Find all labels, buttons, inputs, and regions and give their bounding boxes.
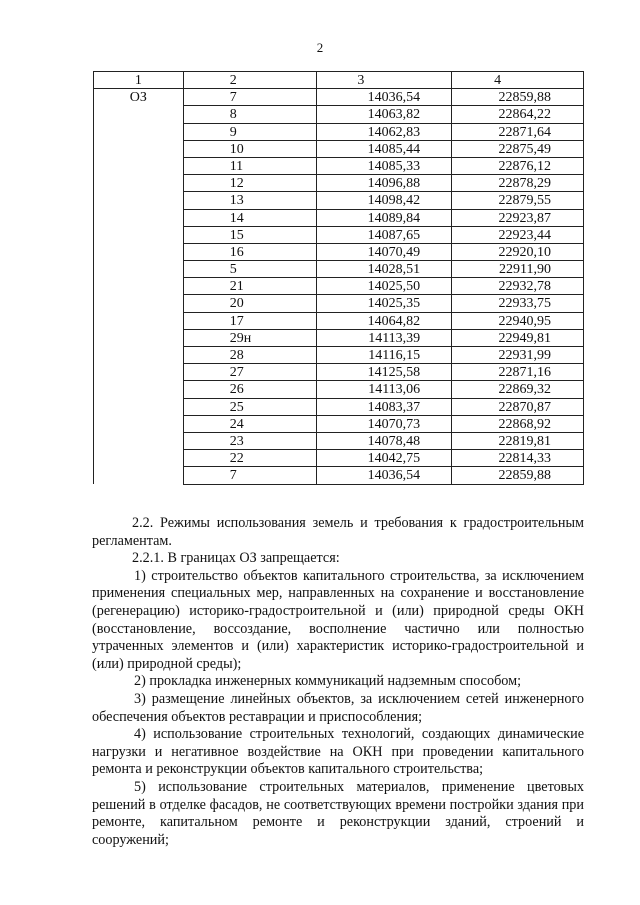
table-row: [94, 467, 584, 484]
point-number-cell: 10: [183, 140, 317, 157]
y-coordinate-cell: 22868,92: [452, 415, 584, 432]
point-number-cell: 23: [183, 432, 317, 449]
x-coordinate-cell: 14125,58: [317, 364, 452, 381]
table-row: [94, 157, 584, 174]
zone-cell: [94, 347, 184, 364]
y-coordinate-cell: 22859,88: [452, 467, 584, 484]
table-row: [94, 226, 584, 243]
x-coordinate-cell: 14085,44: [317, 140, 452, 157]
point-number-cell: 16: [183, 243, 317, 260]
x-coordinate-cell: 14085,33: [317, 157, 452, 174]
zone-cell: [94, 192, 184, 209]
y-coordinate-cell: 22949,81: [452, 329, 584, 346]
y-coordinate-cell: 22814,33: [452, 450, 584, 467]
y-coordinate-cell: 22878,29: [452, 175, 584, 192]
x-coordinate-cell: 14070,73: [317, 415, 452, 432]
zone-cell: [94, 106, 184, 123]
x-coordinate-cell: 14042,75: [317, 450, 452, 467]
table-row: [94, 140, 584, 157]
list-item-3: 3) размещение линейных объектов, за исключением сетей инженерного обеспечения объектов реставрации и приспособления;: [92, 690, 584, 725]
zone-cell: [94, 415, 184, 432]
table-row: [94, 175, 584, 192]
y-coordinate-cell: 22859,88: [452, 89, 584, 106]
zone-cell: [94, 295, 184, 312]
zone-cell: [94, 175, 184, 192]
y-coordinate-cell: 22923,44: [452, 226, 584, 243]
point-number-cell: 17: [183, 312, 317, 329]
table-row: [94, 243, 584, 260]
y-coordinate-cell: 22870,87: [452, 398, 584, 415]
point-number-cell: 29н: [183, 329, 317, 346]
x-coordinate-cell: 14116,15: [317, 347, 452, 364]
header-cell: 1: [94, 72, 184, 89]
zone-cell: [94, 209, 184, 226]
zone-cell: [94, 329, 184, 346]
table-row: [94, 415, 584, 432]
y-coordinate-cell: 22875,49: [452, 140, 584, 157]
list-item-2: 2) прокладка инженерных коммуникаций надземным способом;: [134, 673, 522, 690]
x-coordinate-cell: 14113,39: [317, 329, 452, 346]
zone-cell: [94, 450, 184, 467]
y-coordinate-cell: 22871,16: [452, 364, 584, 381]
point-number-cell: 13: [183, 192, 317, 209]
y-coordinate-cell: 22932,78: [452, 278, 584, 295]
zone-cell: [94, 312, 184, 329]
x-coordinate-cell: 14070,49: [317, 243, 452, 260]
point-number-cell: 7: [183, 467, 317, 484]
y-coordinate-cell: 22923,87: [452, 209, 584, 226]
point-number-cell: 27: [183, 364, 317, 381]
x-coordinate-cell: 14063,82: [317, 106, 452, 123]
point-number-cell: 11: [183, 157, 317, 174]
table-row: [94, 123, 584, 140]
x-coordinate-cell: 14087,65: [317, 226, 452, 243]
y-coordinate-cell: 22871,64: [452, 123, 584, 140]
zone-cell: ОЗ: [94, 89, 184, 106]
x-coordinate-cell: 14028,51: [317, 261, 452, 278]
table-row: [94, 106, 584, 123]
point-number-cell: 25: [183, 398, 317, 415]
point-number-cell: 15: [183, 226, 317, 243]
point-number-cell: 26: [183, 381, 317, 398]
x-coordinate-cell: 14113,06: [317, 381, 452, 398]
table-row: [94, 432, 584, 449]
list-item-1: 1) строительство объектов капитального строительства, за исключением применения специальных мер, направленных на сохранение и восстановление (регенерацию) историко-градостроительной и (или) природной среды ОКН (восстановление, воссоздание, восполнение частично или полностью утраченных элементов и (или) характеристик историко-градостроительной и (или) природной среды);: [92, 567, 584, 672]
zone-cell: [94, 467, 184, 484]
table-header-row: [94, 72, 584, 89]
page-number: 2: [316, 40, 324, 55]
table-row: [94, 209, 584, 226]
point-number-cell: 5: [183, 261, 317, 278]
zone-cell: [94, 226, 184, 243]
x-coordinate-cell: 14083,37: [317, 398, 452, 415]
point-number-cell: 12: [183, 175, 317, 192]
x-coordinate-cell: 14036,54: [317, 467, 452, 484]
zone-cell: [94, 398, 184, 415]
table-row: [94, 295, 584, 312]
section-2-2-heading: 2.2. Режимы использования земель и требования к градостроительным регламентам.: [92, 515, 584, 549]
y-coordinate-cell: 22879,55: [452, 192, 584, 209]
y-coordinate-cell: 22933,75: [452, 295, 584, 312]
y-coordinate-cell: 22864,22: [452, 106, 584, 123]
y-coordinate-cell: 22931,99: [452, 347, 584, 364]
coordinates-table: [93, 71, 584, 485]
zone-cell: [94, 140, 184, 157]
table-row: [94, 261, 584, 278]
x-coordinate-cell: 14025,35: [317, 295, 452, 312]
table-row: [94, 398, 584, 415]
y-coordinate-cell: 22819,81: [452, 432, 584, 449]
table-row: [94, 347, 584, 364]
y-coordinate-cell: 22920,10: [452, 243, 584, 260]
x-coordinate-cell: 14025,50: [317, 278, 452, 295]
table-row: [94, 89, 584, 106]
x-coordinate-cell: 14064,82: [317, 312, 452, 329]
point-number-cell: 28: [183, 347, 317, 364]
zone-cell: [94, 123, 184, 140]
x-coordinate-cell: 14098,42: [317, 192, 452, 209]
table-row: [94, 312, 584, 329]
header-cell: 3: [317, 72, 452, 89]
zone-cell: [94, 243, 184, 260]
point-number-cell: 9: [183, 123, 317, 140]
list-item-5: 5) использование строительных материалов, применение цветовых решений в отделке фасадов, не соответствующих времени постройки здания при ремонте, капитальном ремонте и реконструкции зданий, строений и сооружений;: [92, 778, 584, 848]
x-coordinate-cell: 14096,88: [317, 175, 452, 192]
section-2-2-1-heading: 2.2.1. В границах ОЗ запрещается:: [132, 550, 340, 567]
list-item-4: 4) использование строительных технологий, создающих динамические нагрузки и негативное воздействие на ОКН при проведении капитального ремонта и реконструкции объектов капитального строительства;: [92, 726, 584, 778]
x-coordinate-cell: 14062,83: [317, 123, 452, 140]
y-coordinate-cell: 22911,90: [452, 261, 584, 278]
header-cell: 4: [452, 72, 584, 89]
point-number-cell: 14: [183, 209, 317, 226]
zone-cell: [94, 432, 184, 449]
zone-cell: [94, 261, 184, 278]
point-number-cell: 20: [183, 295, 317, 312]
zone-cell: [94, 364, 184, 381]
table-row: [94, 329, 584, 346]
table-row: [94, 278, 584, 295]
document-body: [92, 515, 584, 849]
zone-cell: [94, 278, 184, 295]
table-row: [94, 364, 584, 381]
point-number-cell: 22: [183, 450, 317, 467]
x-coordinate-cell: 14036,54: [317, 89, 452, 106]
y-coordinate-cell: 22940,95: [452, 312, 584, 329]
table-row: [94, 450, 584, 467]
point-number-cell: 24: [183, 415, 317, 432]
zone-cell: [94, 381, 184, 398]
y-coordinate-cell: 22876,12: [452, 157, 584, 174]
x-coordinate-cell: 14089,84: [317, 209, 452, 226]
zone-cell: [94, 157, 184, 174]
point-number-cell: 21: [183, 278, 317, 295]
point-number-cell: 7: [183, 89, 317, 106]
header-cell: 2: [183, 72, 317, 89]
y-coordinate-cell: 22869,32: [452, 381, 584, 398]
x-coordinate-cell: 14078,48: [317, 432, 452, 449]
table-row: [94, 381, 584, 398]
table-row: [94, 192, 584, 209]
point-number-cell: 8: [183, 106, 317, 123]
